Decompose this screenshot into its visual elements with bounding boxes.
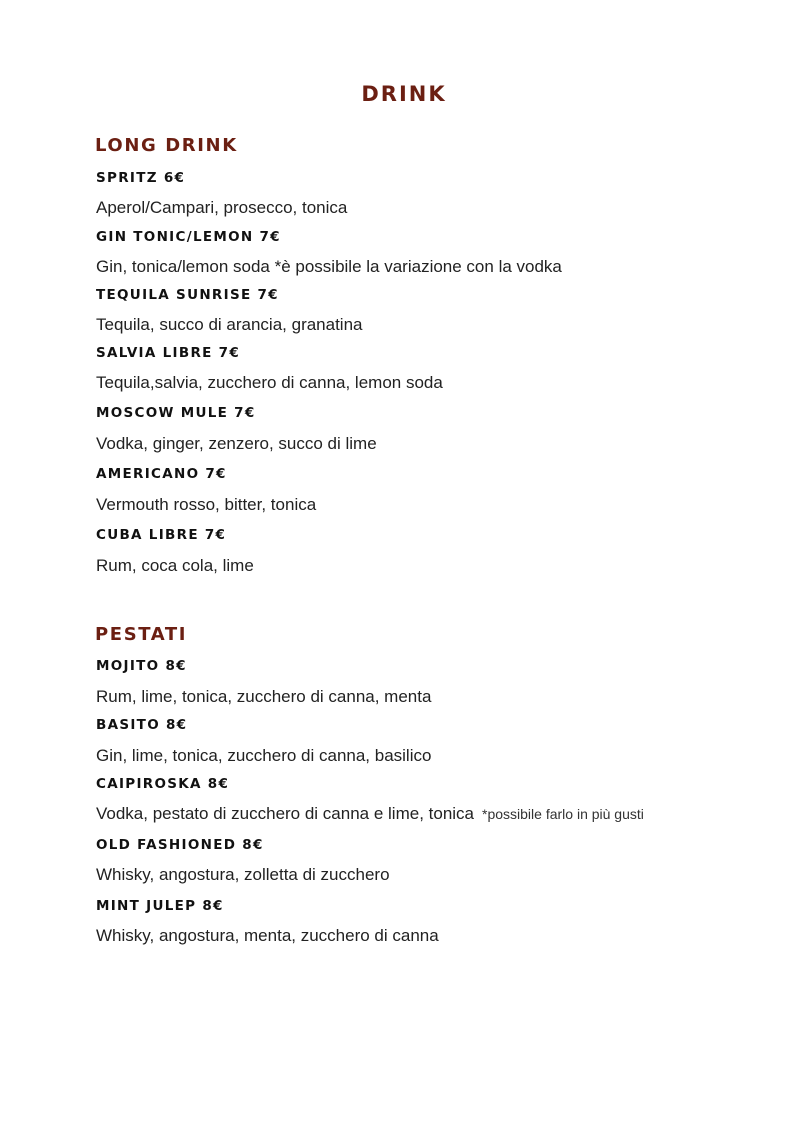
item-name-mojito: MOJITO 8€ — [96, 658, 187, 674]
item-desc-tequila-sunrise: Tequila, succo di arancia, granatina — [96, 315, 363, 334]
section-title-long-drink: LONG DRINK — [95, 135, 238, 156]
item-desc-mojito: Rum, lime, tonica, zucchero di canna, menta — [96, 687, 432, 706]
item-name-gin-tonic: GIN TONIC/LEMON 7€ — [96, 229, 281, 245]
item-desc-gin-tonic: Gin, tonica/lemon soda *è possibile la variazione con la vodka — [96, 257, 562, 276]
item-name-mint-julep: MINT JULEP 8€ — [96, 898, 224, 914]
item-name-caipiroska: CAIPIROSKA 8€ — [96, 776, 230, 792]
item-desc-basito: Gin, lime, tonica, zucchero di canna, basilico — [96, 746, 432, 765]
item-name-salvia-libre: SALVIA LIBRE 7€ — [96, 345, 241, 361]
item-desc-mint-julep: Whisky, angostura, menta, zucchero di canna — [96, 926, 439, 945]
section-title-pestati: PESTATI — [95, 624, 188, 645]
item-desc-cuba-libre: Rum, coca cola, lime — [96, 556, 254, 575]
item-desc-caipiroska-row — [96, 804, 644, 824]
item-name-cuba-libre: CUBA LIBRE 7€ — [96, 527, 227, 543]
item-name-tequila-sunrise: TEQUILA SUNRISE 7€ — [96, 287, 279, 303]
item-desc-americano: Vermouth rosso, bitter, tonica — [96, 495, 317, 514]
page-title: DRINK — [361, 82, 447, 106]
item-name-americano: AMERICANO 7€ — [96, 466, 227, 482]
item-note-caipiroska: *possibile farlo in più gusti — [482, 806, 644, 822]
item-desc-moscow-mule: Vodka, ginger, zenzero, succo di lime — [96, 434, 377, 453]
item-name-moscow-mule: MOSCOW MULE 7€ — [96, 405, 256, 421]
item-desc-spritz: Aperol/Campari, prosecco, tonica — [96, 198, 348, 217]
item-desc-caipiroska: Vodka, pestato di zucchero di canna e lime, tonica — [96, 804, 475, 823]
item-name-old-fashioned: OLD FASHIONED 8€ — [96, 837, 264, 853]
item-name-basito: BASITO 8€ — [96, 717, 188, 733]
item-name-spritz: SPRITZ 6€ — [96, 170, 186, 186]
item-desc-salvia-libre: Tequila,salvia, zucchero di canna, lemon soda — [96, 373, 443, 392]
item-desc-old-fashioned: Whisky, angostura, zolletta di zucchero — [96, 865, 390, 884]
